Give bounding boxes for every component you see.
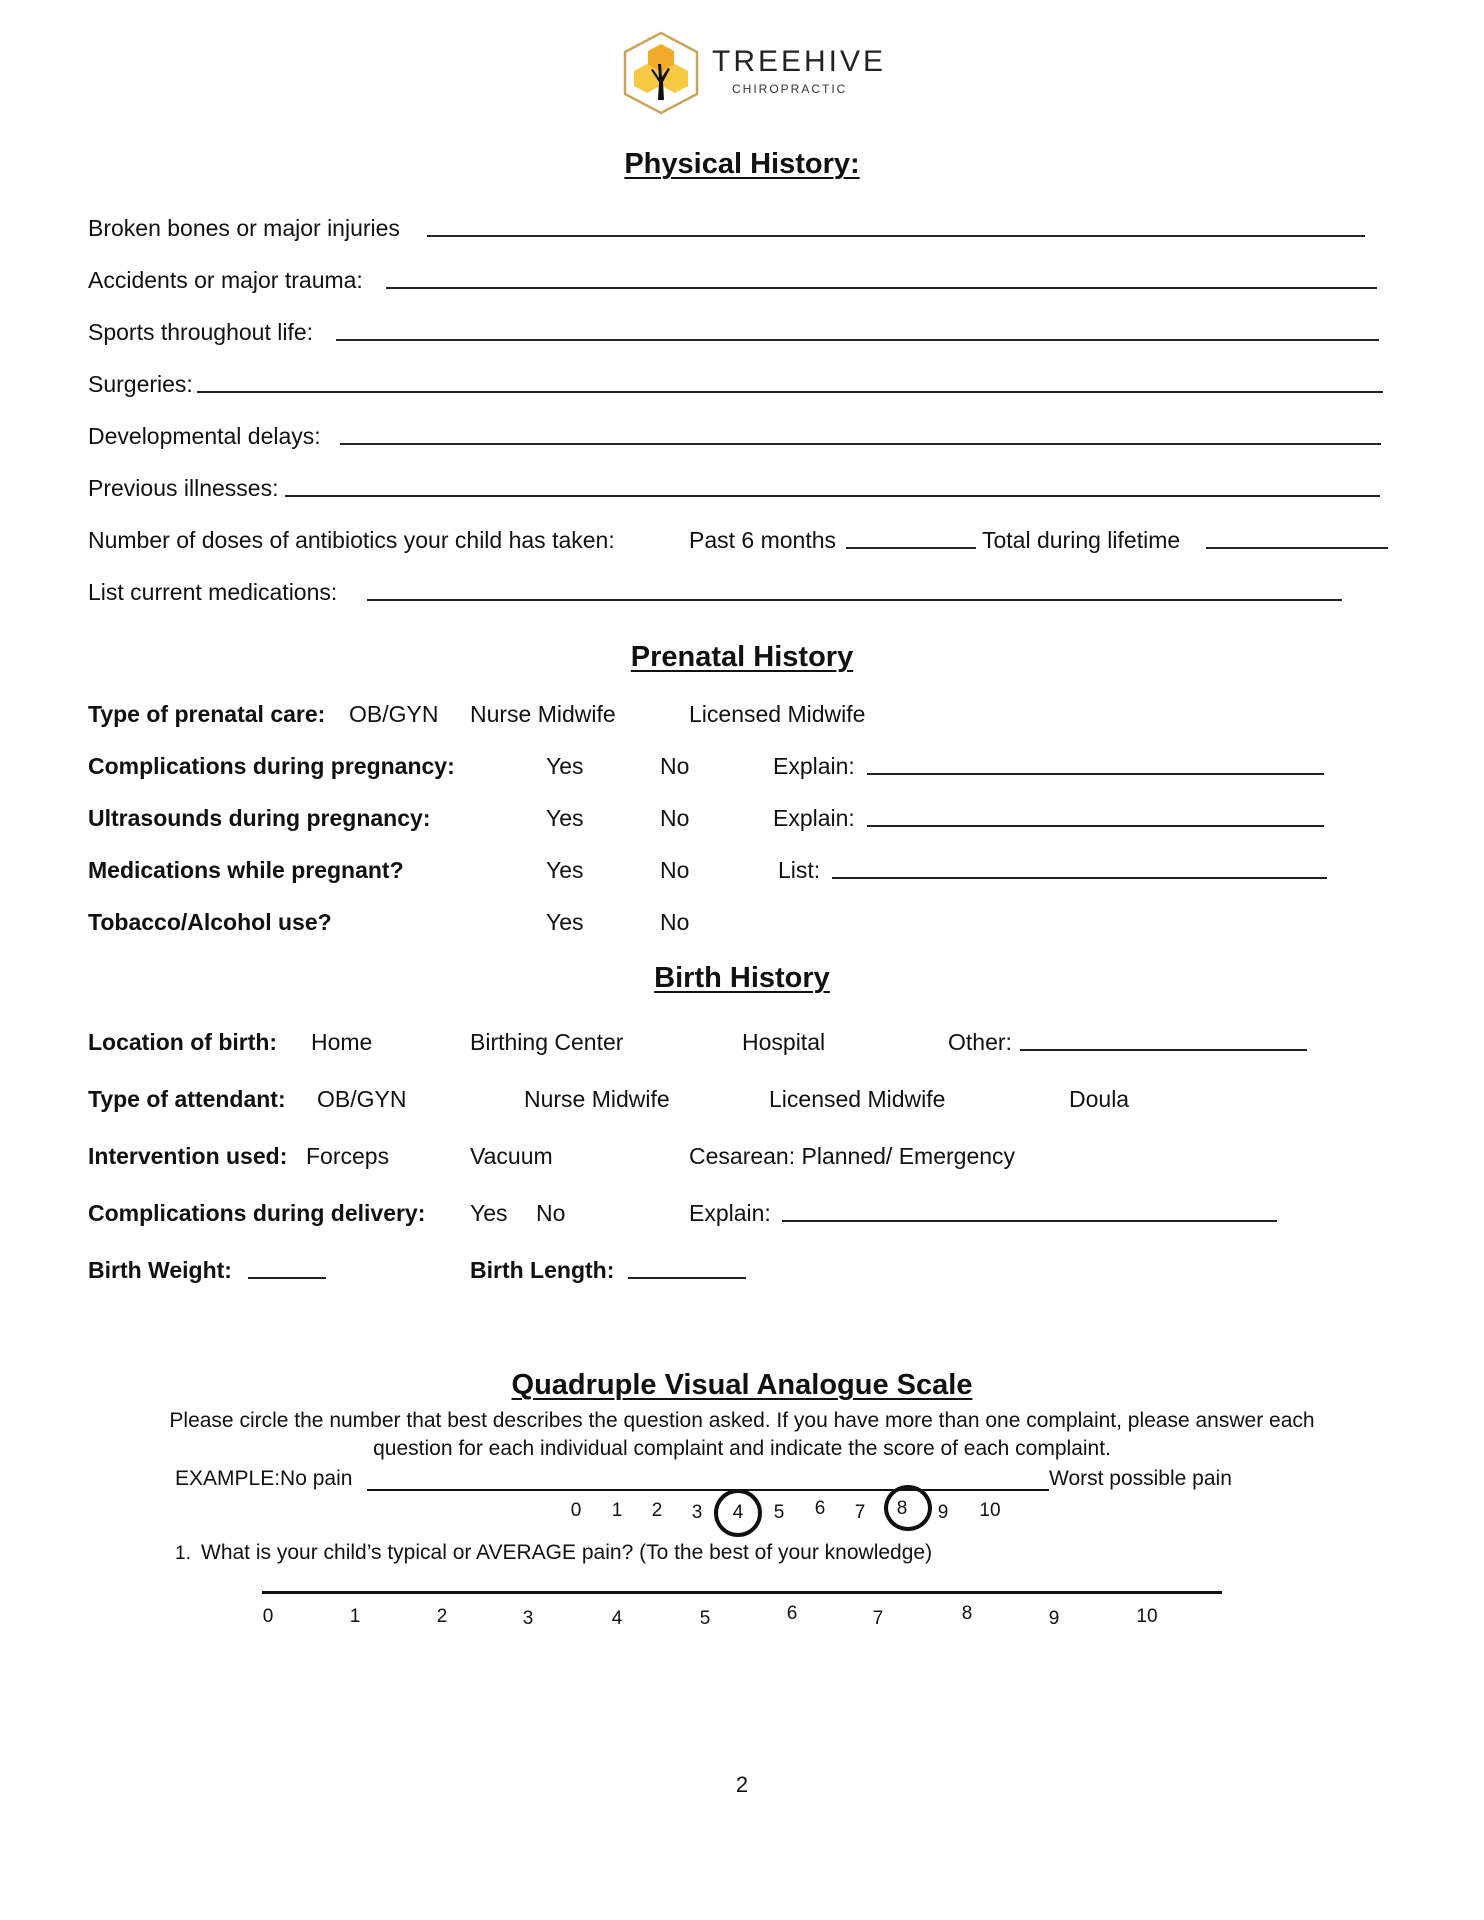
option-licensed-midwife[interactable]: Licensed Midwife bbox=[689, 701, 866, 727]
scale-option[interactable]: 5 bbox=[699, 1608, 711, 1629]
birth-weight-label: Birth Weight: bbox=[88, 1257, 232, 1283]
example-num: 3 bbox=[691, 1502, 703, 1523]
question-label: Ultrasounds during pregnancy: bbox=[88, 805, 431, 831]
example-num: 2 bbox=[651, 1500, 663, 1521]
attendant-label: Type of attendant: bbox=[88, 1086, 286, 1112]
birth-length-label: Birth Length: bbox=[470, 1257, 615, 1283]
scale-option[interactable]: 10 bbox=[1136, 1606, 1158, 1627]
question-1-scale-line[interactable] bbox=[262, 1591, 1222, 1594]
scale-option[interactable]: 1 bbox=[349, 1606, 361, 1627]
developmental-delays-input[interactable] bbox=[340, 443, 1381, 445]
scale-option[interactable]: 9 bbox=[1048, 1608, 1060, 1629]
option-birthing-center[interactable]: Birthing Center bbox=[470, 1029, 624, 1055]
option-licensed-midwife[interactable]: Licensed Midwife bbox=[769, 1086, 946, 1112]
example-num: 5 bbox=[773, 1502, 785, 1523]
field-label: Accidents or major trauma: bbox=[88, 267, 363, 293]
scale-option[interactable]: 4 bbox=[611, 1608, 623, 1629]
lifetime-input[interactable] bbox=[1206, 547, 1388, 549]
other-label: Other: bbox=[948, 1029, 1012, 1055]
birth-length-input[interactable] bbox=[628, 1277, 746, 1279]
example-num: 1 bbox=[611, 1500, 623, 1521]
explain-label: Explain: bbox=[773, 805, 855, 831]
explain-label: Explain: bbox=[689, 1200, 771, 1226]
field-label: Surgeries: bbox=[88, 371, 193, 397]
option-ob-gyn[interactable]: OB/GYN bbox=[317, 1086, 407, 1112]
lifetime-label: Total during lifetime bbox=[982, 527, 1181, 553]
example-left-label: EXAMPLE:No pain bbox=[175, 1467, 353, 1490]
yes-option[interactable]: Yes bbox=[546, 909, 584, 935]
explain-input[interactable] bbox=[782, 1220, 1277, 1222]
example-num: 10 bbox=[979, 1500, 1001, 1521]
logo-name: TREEHIVE bbox=[712, 45, 887, 78]
explain-input[interactable] bbox=[867, 773, 1324, 775]
option-home[interactable]: Home bbox=[311, 1029, 373, 1055]
option-forceps[interactable]: Forceps bbox=[306, 1143, 390, 1169]
no-option[interactable]: No bbox=[660, 857, 690, 883]
scale-option[interactable]: 6 bbox=[786, 1603, 798, 1624]
yes-option[interactable]: Yes bbox=[546, 805, 584, 831]
example-right-label: Worst possible pain bbox=[1049, 1467, 1232, 1490]
question-label: Complications during pregnancy: bbox=[88, 753, 455, 779]
physical-history-title: Physical History: bbox=[624, 148, 860, 180]
explain-label: Explain: bbox=[773, 753, 855, 779]
example-num: 0 bbox=[570, 1500, 582, 1521]
vas-instructions-line1: Please circle the number that best describes the question asked. If you have more than one complaint, please answer each bbox=[169, 1409, 1315, 1432]
field-label: Broken bones or major injuries bbox=[88, 215, 400, 241]
treehive-logo-icon bbox=[620, 30, 702, 116]
prenatal-care-label: Type of prenatal care: bbox=[88, 701, 326, 727]
birth-weight-input[interactable] bbox=[248, 1277, 326, 1279]
yes-option[interactable]: Yes bbox=[470, 1200, 508, 1226]
no-option[interactable]: No bbox=[660, 753, 690, 779]
logo bbox=[620, 30, 887, 116]
intervention-label: Intervention used: bbox=[88, 1143, 288, 1169]
example-line bbox=[367, 1489, 1049, 1491]
vas-title: Quadruple Visual Analogue Scale bbox=[511, 1369, 973, 1401]
example-num: 9 bbox=[937, 1502, 949, 1523]
field-label: Previous illnesses: bbox=[88, 475, 279, 501]
option-ob-gyn[interactable]: OB/GYN bbox=[349, 701, 439, 727]
circle-mark-8 bbox=[884, 1485, 932, 1531]
option-doula[interactable]: Doula bbox=[1069, 1086, 1130, 1112]
example-num: 4 bbox=[732, 1502, 744, 1523]
vas-instructions-line2: question for each individual complaint and indicate the score of each complaint. bbox=[373, 1437, 1111, 1460]
question-label: Medications while pregnant? bbox=[88, 857, 404, 883]
field-label: List current medications: bbox=[88, 579, 338, 605]
question-label: Tobacco/Alcohol use? bbox=[88, 909, 332, 935]
past-6-months-input[interactable] bbox=[846, 547, 976, 549]
scale-option[interactable]: 0 bbox=[262, 1606, 274, 1627]
broken-bones-input[interactable] bbox=[427, 235, 1365, 237]
scale-option[interactable]: 3 bbox=[522, 1608, 534, 1629]
scale-option[interactable]: 8 bbox=[961, 1603, 973, 1624]
antibiotics-label: Number of doses of antibiotics your child has taken: bbox=[88, 527, 615, 553]
list-label: List: bbox=[778, 857, 821, 883]
no-option[interactable]: No bbox=[660, 909, 690, 935]
prenatal-history-title: Prenatal History bbox=[630, 641, 854, 673]
field-label: Developmental delays: bbox=[88, 423, 321, 449]
other-input[interactable] bbox=[1020, 1049, 1307, 1051]
field-label: Sports throughout life: bbox=[88, 319, 314, 345]
option-nurse-midwife[interactable]: Nurse Midwife bbox=[524, 1086, 670, 1112]
past-6-months-label: Past 6 months bbox=[689, 527, 837, 553]
no-option[interactable]: No bbox=[536, 1200, 566, 1226]
sports-input[interactable] bbox=[336, 339, 1379, 341]
option-nurse-midwife[interactable]: Nurse Midwife bbox=[470, 701, 616, 727]
yes-option[interactable]: Yes bbox=[546, 857, 584, 883]
yes-option[interactable]: Yes bbox=[546, 753, 584, 779]
current-medications-input[interactable] bbox=[367, 599, 1342, 601]
scale-option[interactable]: 2 bbox=[436, 1606, 448, 1627]
option-cesarean[interactable]: Cesarean: Planned/ Emergency bbox=[689, 1143, 1016, 1169]
explain-input[interactable] bbox=[867, 825, 1324, 827]
list-input[interactable] bbox=[832, 877, 1327, 879]
option-hospital[interactable]: Hospital bbox=[742, 1029, 826, 1055]
example-num: 8 bbox=[896, 1498, 908, 1519]
accidents-input[interactable] bbox=[386, 287, 1377, 289]
example-num: 7 bbox=[854, 1502, 866, 1523]
question-text: What is your child’s typical or AVERAGE pain? (To the best of your knowledge) bbox=[201, 1541, 933, 1564]
birth-history-title: Birth History bbox=[654, 962, 830, 994]
surgeries-input[interactable] bbox=[197, 391, 1383, 393]
circle-mark-4 bbox=[714, 1489, 762, 1537]
no-option[interactable]: No bbox=[660, 805, 690, 831]
complications-label: Complications during delivery: bbox=[88, 1200, 426, 1226]
page-number: 2 bbox=[735, 1772, 749, 1797]
question-number: 1. bbox=[175, 1543, 191, 1564]
option-vacuum[interactable]: Vacuum bbox=[470, 1143, 553, 1169]
previous-illnesses-input[interactable] bbox=[285, 495, 1380, 497]
logo-subtitle: CHIROPRACTIC bbox=[732, 82, 848, 96]
location-label: Location of birth: bbox=[88, 1029, 278, 1055]
scale-option[interactable]: 7 bbox=[872, 1608, 884, 1629]
example-num: 6 bbox=[814, 1498, 826, 1519]
